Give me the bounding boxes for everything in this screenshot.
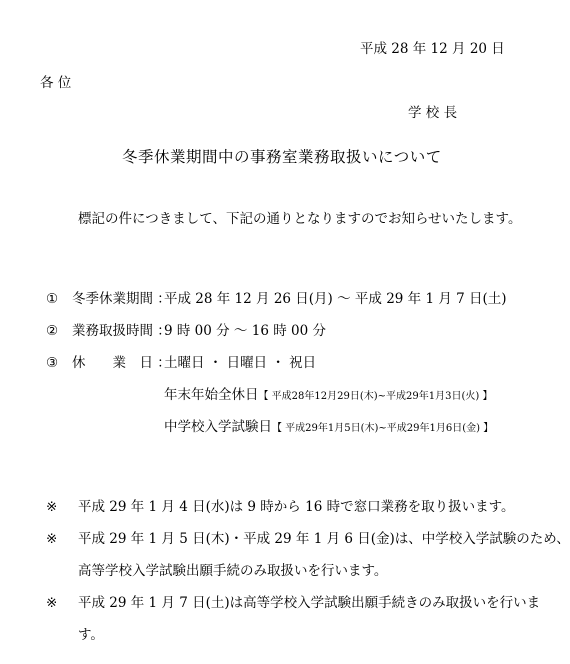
sub-range-entrance-exam: 【 平成29年1月5日(木)~平成29年1月6日(金) 】 (272, 423, 494, 434)
note-2-line-1: 平成 29 年 1 月 5 日(木)・平成 29 年 1 月 6 日(金)は、中学校入学試験のため、 (78, 531, 570, 547)
document-title: 冬季休業期間中の事務室業務取扱いについて (122, 148, 442, 166)
note-marker-2: ※ (46, 531, 58, 547)
note-3-line-2: す。 (78, 627, 104, 643)
item-marker-2: ② (46, 323, 59, 339)
addressee: 各 位 (40, 75, 72, 91)
closed-days-sub-1 (164, 386, 492, 406)
document-date: 平成 28 年 12 月 20 日 (360, 41, 505, 57)
item-value-business-hours: 9 時 00 分 ～ 16 時 00 分 (164, 323, 326, 339)
note-1-line-1: 平成 29 年 1 月 4 日(水)は 9 時から 16 時で窓口業務を取り扱います。 (78, 499, 515, 515)
item-label-closed-days: 休 業 日 ： (72, 355, 171, 371)
item-marker-1: ① (46, 291, 59, 307)
note-marker-3: ※ (46, 595, 58, 611)
intro-text: 標記の件につきまして、下記の通りとなりますのでお知らせいたします。 (78, 211, 522, 227)
sub-range-new-year: 【 平成28年12月29日(木)~平成29年1月3日(火) 】 (258, 391, 493, 402)
item-label-vacation-period: 冬季休業期間 ： (72, 291, 171, 307)
sender: 学 校 長 (408, 105, 458, 121)
item-value-vacation-period: 平成 28 年 12 月 26 日(月) ～ 平成 29 年 1 月 7 日(土) (164, 291, 507, 307)
sub-label-entrance-exam: 中学校入学試験日 (164, 419, 272, 435)
closed-days-sub-2 (164, 418, 493, 438)
item-marker-3: ③ (46, 355, 59, 371)
note-3-line-1: 平成 29 年 1 月 7 日(土)は高等学校入学試験出願手続きのみ取扱いを行いま (78, 595, 541, 611)
note-2-line-2: 高等学校入学試験出願手続のみ取扱いを行います。 (78, 563, 388, 579)
sub-label-new-year: 年末年始全休日 (164, 387, 259, 403)
item-value-closed-days: 土曜日 ・ 日曜日 ・ 祝日 (164, 355, 317, 371)
note-marker-1: ※ (46, 499, 58, 515)
item-label-business-hours: 業務取扱時間 ： (72, 323, 171, 339)
